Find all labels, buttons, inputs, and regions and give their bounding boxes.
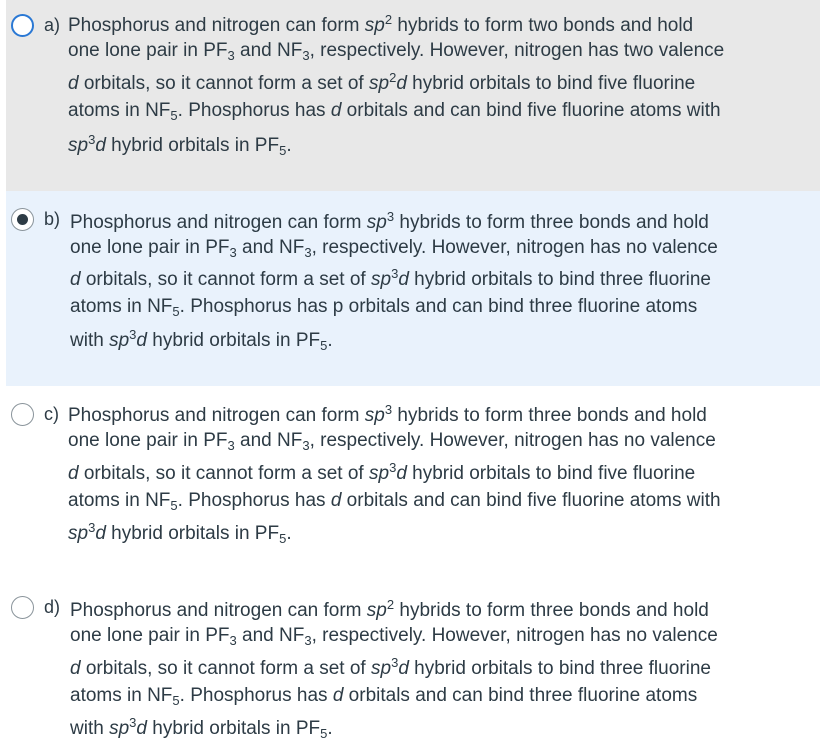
text-run: , respectively. However, nitrogen has no valence [311,237,718,258]
option-a-line [68,99,721,123]
text-run: . [286,135,292,156]
option-d-line [70,624,718,648]
text-run: with [70,330,110,351]
text-run: atoms in NF [68,100,171,121]
text-run: , respectively. However, nitrogen has two valence [309,40,725,61]
text-run: sp [68,523,89,544]
option-a-line [68,14,693,38]
option-c-line [68,404,707,428]
subscript: 5 [279,143,287,158]
text-run: hybrid orbitals to bind five fluorine [406,73,696,94]
text-run: d [136,330,147,351]
superscript: 3 [129,715,137,730]
superscript: 3 [88,520,96,535]
text-run: d [398,269,409,290]
option-b-line [70,236,718,260]
text-run: atoms in NF [70,296,173,317]
radio-button-d[interactable] [11,596,34,619]
option-letter-b: b) [44,209,61,229]
option-c-line [68,522,292,546]
option-d-line [70,717,333,741]
text-run: d [95,135,106,156]
text-run: hybrid orbitals in PF [105,523,280,544]
text-run: . Phosphorus has p orbitals and can bind three fluorine atoms [179,296,698,317]
text-run: Phosphorus and nitrogen can form [70,600,367,621]
text-run: orbitals, so it cannot form a set of [80,658,371,679]
text-run: d [396,73,407,94]
text-run: orbitals and can bind five fluorine atoms with [341,100,721,121]
text-run: d [70,658,81,679]
text-run: . [327,718,333,739]
text-run: orbitals and can bind three fluorine atoms [343,685,698,706]
text-run: sp [109,330,130,351]
text-run: d [95,523,106,544]
text-run: orbitals, so it cannot form a set of [78,73,369,94]
radio-selected-dot [17,214,28,225]
text-run: d [68,73,79,94]
text-run: orbitals, so it cannot form a set of [78,463,369,484]
text-run: hybrid orbitals to bind three fluorine [408,269,711,290]
text-run: atoms in NF [68,490,171,511]
text-run: orbitals, so it cannot form a set of [80,269,371,290]
text-run: hybrid orbitals in PF [146,330,321,351]
text-run: hybrid orbitals to bind three fluorine [408,658,711,679]
text-run: d [330,100,342,121]
subscript: 3 [227,48,235,63]
text-run: hybrids to form two bonds and hold [392,15,694,36]
answer-option-b[interactable] [6,191,820,386]
option-c-line [68,489,721,513]
superscript: 2 [389,70,397,85]
superscript: 3 [389,460,397,475]
text-run: sp [109,718,130,739]
text-run: sp [371,658,392,679]
text-run: sp [364,15,385,36]
subscript: 5 [172,693,180,708]
text-run: . Phosphorus has [177,490,331,511]
text-run: sp [366,600,387,621]
option-a-line [68,72,695,96]
answer-option-d[interactable] [6,566,820,749]
text-run: d [332,685,344,706]
text-run: hybrid orbitals in PF [105,135,280,156]
subscript: 3 [304,245,312,260]
text-run: and NF [236,237,305,258]
text-run: Phosphorus and nitrogen can form [68,15,365,36]
superscript: 3 [391,655,399,670]
radio-button-c[interactable] [11,403,34,426]
radio-button-a[interactable] [11,14,34,37]
radio-button-b[interactable] [11,208,34,231]
subscript: 3 [229,633,237,648]
text-run: with [70,718,110,739]
superscript: 2 [384,12,393,27]
superscript: 2 [386,597,395,612]
subscript: 5 [320,338,328,353]
option-letter-c: c) [44,404,59,424]
text-run: hybrid orbitals in PF [146,718,321,739]
subscript: 3 [227,438,235,453]
text-run: sp [371,269,392,290]
option-b-line [70,329,333,353]
text-run: d [398,658,409,679]
text-run: atoms in NF [70,685,173,706]
text-run: Phosphorus and nitrogen can form [68,405,365,426]
text-run: and NF [234,40,303,61]
option-d-line [70,599,709,623]
text-run: sp [68,135,89,156]
option-a-line [68,134,292,158]
subscript: 5 [279,531,287,546]
text-run: one lone pair in PF [70,237,230,258]
text-run: . Phosphorus has [179,685,333,706]
option-d-line [70,657,711,681]
text-run: sp [369,73,390,94]
text-run: and NF [236,625,305,646]
text-run: sp [366,212,387,233]
text-run: . [286,523,292,544]
text-run: orbitals and can bind five fluorine atoms with [341,490,721,511]
text-run: d [70,269,81,290]
option-c-line [68,462,695,486]
superscript: 3 [129,327,137,342]
text-run: and NF [234,430,303,451]
text-run: one lone pair in PF [68,40,228,61]
answer-option-c[interactable] [6,386,820,566]
option-d-line [70,684,697,708]
text-run: , respectively. However, nitrogen has no valence [309,430,716,451]
subscript: 5 [170,108,178,123]
option-b-line [70,211,709,235]
text-run: , respectively. However, nitrogen has no valence [311,625,718,646]
text-run: Phosphorus and nitrogen can form [70,212,367,233]
option-letter-d: d) [44,597,61,617]
text-run: one lone pair in PF [70,625,230,646]
text-run: d [330,490,342,511]
text-run: hybrids to form three bonds and hold [394,212,709,233]
subscript: 5 [172,304,180,319]
text-run: one lone pair in PF [68,430,228,451]
text-run: . Phosphorus has [177,100,331,121]
option-b-line [70,268,711,292]
answer-option-a[interactable] [6,0,820,191]
option-c-line [68,429,716,453]
option-a-line [68,39,724,63]
superscript: 3 [384,402,393,417]
subscript: 3 [229,245,237,260]
subscript: 3 [302,438,310,453]
superscript: 3 [391,266,399,281]
option-b-line [70,295,697,319]
text-run: hybrids to form three bonds and hold [392,405,707,426]
text-run: hybrid orbitals to bind five fluorine [406,463,696,484]
text-run: sp [369,463,390,484]
subscript: 5 [170,498,178,513]
subscript: 5 [320,726,328,741]
text-run: hybrids to form three bonds and hold [394,600,709,621]
superscript: 3 [88,132,96,147]
subscript: 3 [304,633,312,648]
text-run: d [68,463,79,484]
option-letter-a: a) [44,15,61,35]
text-run: d [396,463,407,484]
text-run: sp [364,405,385,426]
text-run: d [136,718,147,739]
text-run: . [327,330,333,351]
superscript: 3 [386,209,395,224]
subscript: 3 [302,48,310,63]
